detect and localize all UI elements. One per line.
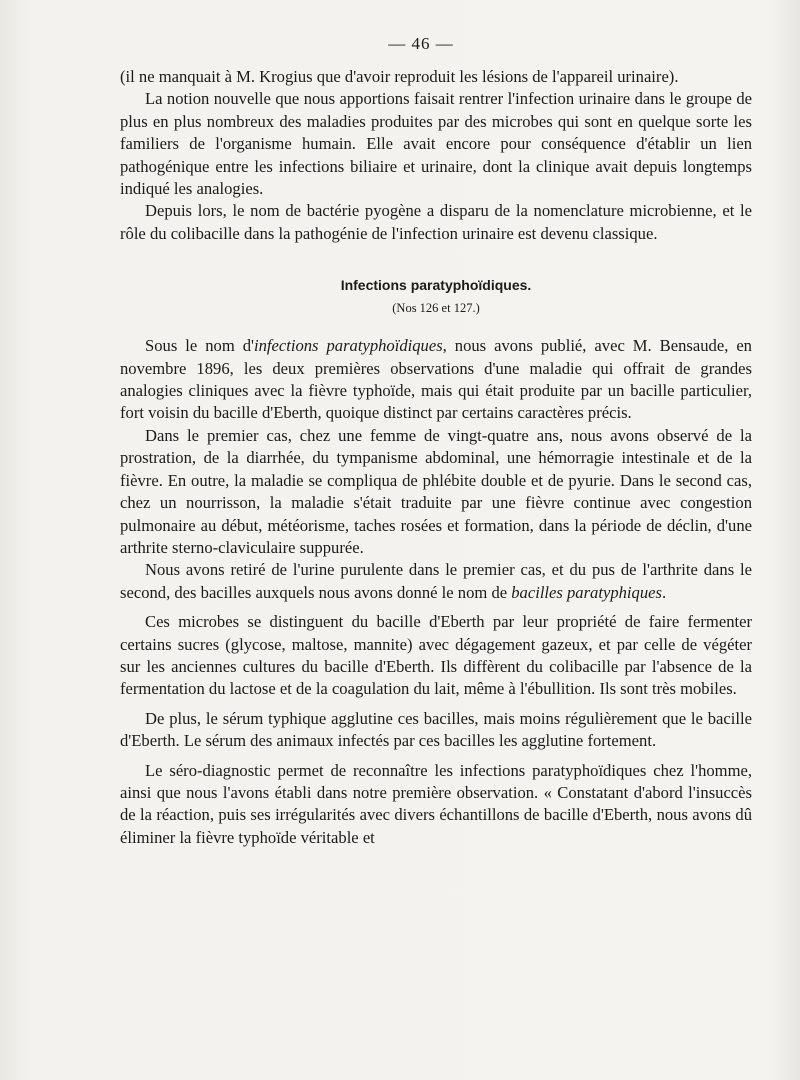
section-subheading: (Nos 126 et 127.)	[392, 301, 480, 316]
page-number: — 46 —	[388, 34, 454, 53]
paragraph-8: De plus, le sérum typhique agglutine ces bacilles, mais moins régulièrement que le bacille d'Eberth. Le sérum des animaux infectés par ces bacilles les agglutine fortement.	[120, 708, 752, 751]
paragraph-9: Le séro-diagnostic permet de reconnaître les infections paratyphoïdiques chez l'homme, ainsi que nous l'avons établi dans notre première observation. « Constatant d'abord l'insuccès de la réaction, puis ses irrégularités avec divers échantillons de bacille d'Eberth, nous avons dû éliminer la fièvre typhoïde véritable et	[120, 760, 752, 847]
paragraph-5: Dans le premier cas, chez une femme de vingt-quatre ans, nous avons observé de la prostration, de la diarrhée, du tympanisme abdominal, une hémorragie intestinale et de la fièvre. En outre, la maladie se compliqua de phlébite double et de pyurie. Dans le second cas, chez un nourrisson, la maladie s'était traduite par une fièvre continue avec congestion pulmonaire au début, météorisme, taches rosées et formation, dans la période de déclin, d'une arthrite sterno-claviculaire suppurée.	[120, 425, 752, 557]
paragraph-4-start: Sous le nom d'	[145, 336, 254, 356]
paragraph-6	[120, 559, 752, 604]
paragraph-3: Depuis lors, le nom de bactérie pyogène a disparu de la nomenclature microbienne, et le rôle du colibacille dans la pathogénie de l'infection urinaire est devenu classique.	[120, 201, 752, 243]
paragraph-4-emphasis: infections paratyphoïdiques	[254, 336, 443, 356]
paragraph-2: La notion nouvelle que nous apportions faisait rentrer l'infection urinaire dans le groupe de plus en plus nombreux des maladies produites par des microbes qui sont en quelque sorte les familiers de l'organisme humain. Elle avait encore pour conséquence d'établir un lien pathogénique entre les infections biliaire et urinaire, dont la clinique avait depuis longtemps indiqué les analogies.	[120, 89, 752, 199]
paragraph-7: Ces microbes se distinguent du bacille d'Eberth par leur propriété de faire fermenter certains sucres (glycose, maltose, mannite) avec dégagement gazeux, et par celle de végéter sur les anciennes cultures du bacille d'Eberth. Ils diffèrent du colibacille par l'absence de la fermentation du lactose et de la coagulation du lait, même à l'ébullition. Ils sont très mobiles.	[120, 612, 752, 699]
section-heading: Infections paratyphoïdiques.	[340, 277, 532, 294]
paragraph-6-emphasis: bacilles paratyphiques	[511, 582, 662, 602]
paragraph-4	[120, 335, 752, 425]
paragraph-4-end: , nous avons publié, avec M. Bensaude, en novembre 1896, les deux premières observations d'une maladie qui offrait de grandes analogies cliniques avec la fièvre typhoïde, mais qui était produite par un bacille particulier, fort voisin du bacille d'Eberth, quoique distinct par certains caractères précis.	[120, 336, 752, 423]
paragraph-1: (il ne manquait à M. Krogius que d'avoir reproduit les lésions de l'appareil urinaire).	[120, 67, 679, 86]
body-text	[120, 66, 752, 849]
paragraph-6-start: Nous avons retiré de l'urine purulente dans le premier cas, et du pus de l'arthrite dans le second, des bacilles auxquels nous avons donné le nom de	[120, 560, 752, 602]
paragraph-6-end: .	[661, 582, 667, 602]
